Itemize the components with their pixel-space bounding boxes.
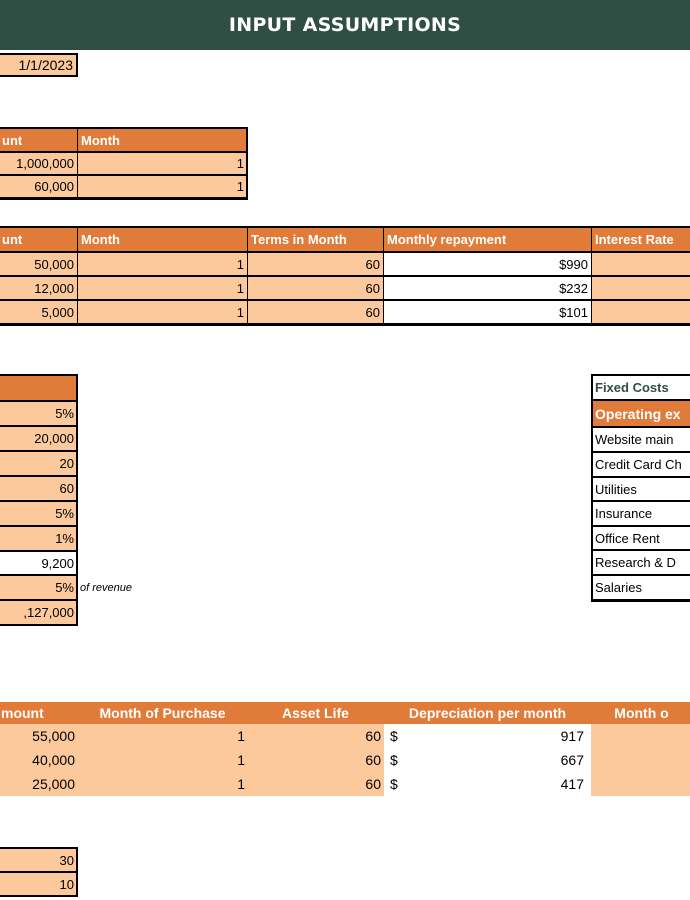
- start-date-cell[interactable]: 1/1/2023: [0, 53, 78, 77]
- assets-row-2-amount[interactable]: 40,000: [0, 748, 78, 772]
- revenue-inputs-header: [0, 375, 78, 401]
- funding-row-1-month[interactable]: 1: [77, 152, 248, 175]
- terms-value-1[interactable]: 30: [0, 848, 78, 872]
- loans-row-2-terms[interactable]: 60: [247, 276, 384, 300]
- loans-row-3-repayment[interactable]: $101: [383, 300, 592, 324]
- fixed-cost-item-4[interactable]: Insurance: [591, 501, 690, 526]
- revenue-input-3[interactable]: 20: [0, 451, 78, 476]
- loans-header-terms[interactable]: Terms in Month: [247, 227, 384, 252]
- loans-row-3-interest[interactable]: [591, 300, 690, 324]
- assets-row-3-life[interactable]: 60: [247, 772, 384, 796]
- assets-row-3-month[interactable]: 1: [77, 772, 248, 796]
- assets-header-depreciation[interactable]: Depreciation per month: [383, 702, 592, 724]
- assets-header-amount[interactable]: mount: [0, 702, 78, 724]
- loans-header-month[interactable]: Month: [77, 227, 248, 252]
- fixed-costs-header[interactable]: Operating ex: [591, 400, 690, 427]
- loans-row-1-terms[interactable]: 60: [247, 252, 384, 276]
- funding-row-2-month[interactable]: 1: [77, 175, 248, 198]
- funding-header-month[interactable]: Month: [77, 128, 248, 152]
- loans-row-2-interest[interactable]: [591, 276, 690, 300]
- loans-row-1-interest[interactable]: [591, 252, 690, 276]
- funding-row-2-amount[interactable]: 60,000: [0, 175, 78, 198]
- loans-row-3-terms[interactable]: 60: [247, 300, 384, 324]
- assets-row-1-month-of[interactable]: [591, 724, 690, 748]
- fixed-cost-item-2[interactable]: Credit Card Ch: [591, 452, 690, 477]
- revenue-input-9[interactable]: ,127,000: [0, 600, 78, 625]
- loans-row-2-month[interactable]: 1: [77, 276, 248, 300]
- fixed-cost-item-3[interactable]: Utilities: [591, 477, 690, 501]
- revenue-input-5[interactable]: 5%: [0, 501, 78, 526]
- revenue-input-6[interactable]: 1%: [0, 526, 78, 551]
- fixed-costs-title: Fixed Costs: [591, 375, 690, 400]
- revenue-input-8[interactable]: 5%: [0, 575, 78, 600]
- revenue-input-7[interactable]: 9,200: [0, 551, 78, 575]
- revenue-input-2[interactable]: 20,000: [0, 426, 78, 451]
- assets-row-2-depreciation[interactable]: 667: [560, 752, 584, 768]
- assets-row-3-amount[interactable]: 25,000: [0, 772, 78, 796]
- funding-header-amount[interactable]: unt: [0, 128, 78, 152]
- assets-row-3-depreciation[interactable]: 417: [560, 776, 584, 792]
- fixed-cost-item-6[interactable]: Research & D: [591, 550, 690, 575]
- loans-row-1-amount[interactable]: 50,000: [0, 252, 78, 276]
- fixed-cost-item-1[interactable]: Website main: [591, 427, 690, 452]
- assets-row-2-month[interactable]: 1: [77, 748, 248, 772]
- assets-row-1-currency: $: [390, 728, 398, 744]
- assets-row-1-depreciation[interactable]: 917: [560, 728, 584, 744]
- loans-row-3-month[interactable]: 1: [77, 300, 248, 324]
- assets-row-1-amount[interactable]: 55,000: [0, 724, 78, 748]
- fixed-cost-item-7[interactable]: Salaries: [591, 575, 690, 600]
- loans-row-3-amount[interactable]: 5,000: [0, 300, 78, 324]
- loans-row-1-month[interactable]: 1: [77, 252, 248, 276]
- loans-header-interest[interactable]: Interest Rate: [591, 227, 690, 252]
- assets-row-2-currency: $: [390, 752, 398, 768]
- fixed-cost-item-5[interactable]: Office Rent: [591, 526, 690, 550]
- loans-header-repayment[interactable]: Monthly repayment: [383, 227, 592, 252]
- assets-header-month[interactable]: Month of Purchase: [77, 702, 248, 724]
- assets-row-1-life[interactable]: 60: [247, 724, 384, 748]
- assets-row-3-currency: $: [390, 776, 398, 792]
- assets-row-2-life[interactable]: 60: [247, 748, 384, 772]
- funding-row-1-amount[interactable]: 1,000,000: [0, 152, 78, 175]
- loans-row-2-amount[interactable]: 12,000: [0, 276, 78, 300]
- loans-row-2-repayment[interactable]: $232: [383, 276, 592, 300]
- loans-header-amount[interactable]: unt: [0, 227, 78, 252]
- assets-row-2-month-of[interactable]: [591, 748, 690, 772]
- revenue-input-4[interactable]: 60: [0, 476, 78, 501]
- page-title: INPUT ASSUMPTIONS: [0, 0, 690, 50]
- assets-header-month-of[interactable]: Month o: [591, 702, 690, 724]
- assets-header-life[interactable]: Asset Life: [247, 702, 384, 724]
- revenue-input-1[interactable]: 5%: [0, 401, 78, 426]
- assets-row-1-month[interactable]: 1: [77, 724, 248, 748]
- revenue-note: of revenue: [80, 581, 132, 594]
- terms-value-2[interactable]: 10: [0, 872, 78, 896]
- loans-row-1-repayment[interactable]: $990: [383, 252, 592, 276]
- assets-row-3-month-of[interactable]: [591, 772, 690, 796]
